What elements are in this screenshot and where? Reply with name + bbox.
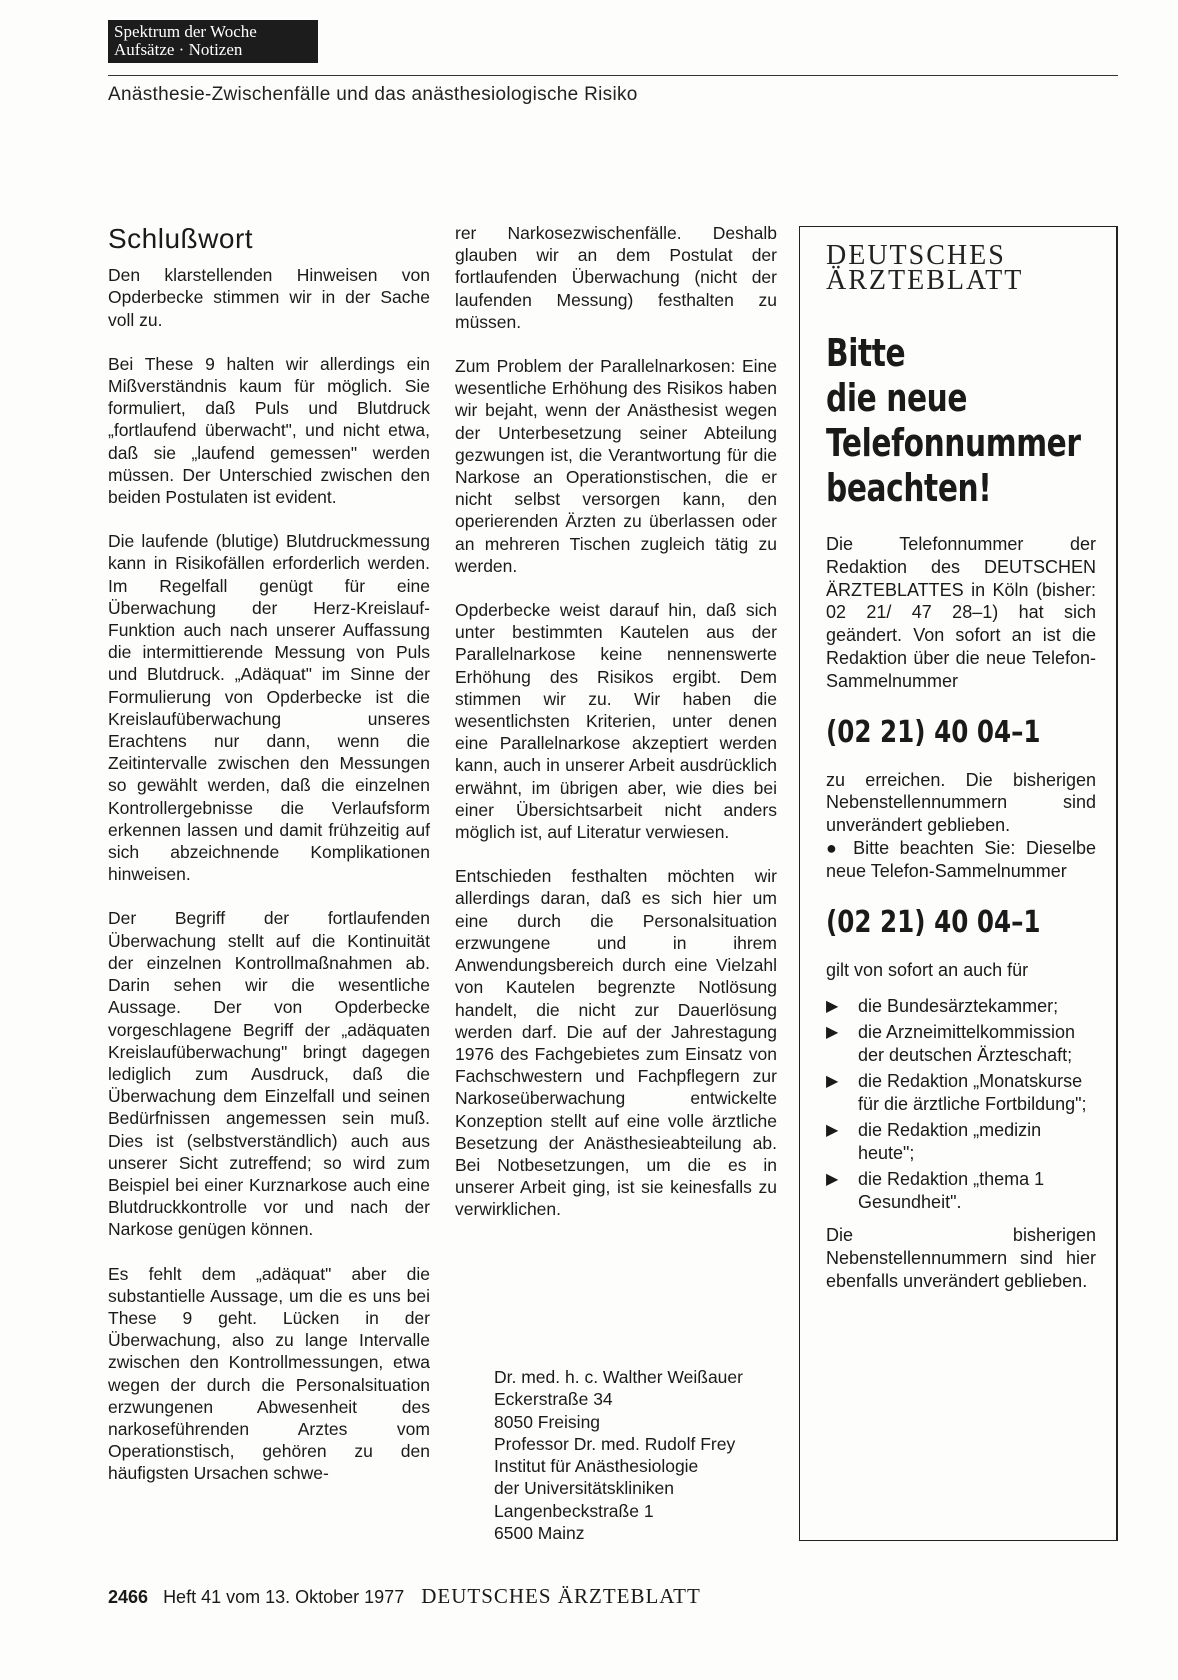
paragraph: Es fehlt dem „adäquat" aber die substantielle Aussage, um die es uns bei These 9 geht. Lücken in der Überwachung, also zu lange Intervalle zwischen den Kontrollmessungen, etwa wegen der durch die Personalsituation erzwungenen Abwesenheit des narkoseführenden Arztes vom Operationstisch, gehören zu den häufigsten Ursachen schwe- — [108, 1263, 430, 1484]
phone-number-2: (02 21) 40 04–1 — [826, 904, 1041, 940]
section-badge — [108, 20, 318, 63]
arrow-right-icon: ▶ — [826, 1024, 839, 1042]
notice-headline — [826, 331, 1081, 511]
article-column-1 — [108, 223, 430, 1507]
list-item: ▶ die Bundesärztekammer; — [826, 996, 1059, 1017]
badge-line-1: Spektrum der Woche — [114, 22, 257, 41]
address-line: Eckerstraße 34 — [494, 1389, 613, 1410]
page-number: 2466 — [108, 1587, 149, 1607]
paragraph: rer Narkosezwischenfälle. Deshalb glauben wir an dem Postulat der fortlaufenden Überwachung (nicht der laufenden Messung) festhalten zu müssen. — [455, 223, 777, 332]
notice-box-right-edge — [1116, 226, 1118, 1541]
masthead-line-1: DEUTSCHES — [826, 240, 1006, 271]
address-line: Professor Dr. med. Rudolf Frey — [494, 1433, 736, 1454]
page-header: Anästhesie-Zwischenfälle und das anästhesiologische Risiko — [108, 84, 638, 105]
paragraph: Den klarstellenden Hinweisen von Opderbecke stimmen wir in der Sache voll zu. — [108, 265, 430, 330]
arrow-right-icon: ▶ — [826, 1122, 839, 1140]
address-line: der Universitätskliniken — [494, 1478, 674, 1499]
notice-intro: Die Telefonnummer der Redaktion des DEUTSCHEN ÄRZTEBLATTES in Köln (bisher: 02 21/ 47 28–1) hat sich geändert. Von sofort an ist die Redaktion über die neue Telefon-Sammelnummer — [826, 534, 1096, 691]
masthead-line-2: ÄRZTEBLATT — [826, 265, 1024, 296]
list-item: ▶ die Redaktion „Monatskurse für die ärztliche Fortbildung"; — [826, 1071, 1087, 1115]
paragraph: Der Begriff der fortlaufenden Überwachung stellt auf die Kontinuität der einzelnen Kontrollmaßnahmen ab. Darin sehen wir die wesentliche Aussage. Der von Opderbecke vorgeschlagene Begriff der „adäquaten Kreislaufüberwachung" bringt dagegen lediglich zum Ausdruck, daß die Überwachung dem Einzelfall und seinen Bedürfnissen angemessen sein muß. Dies ist (selbstverständlich) auch aus unserer Sicht zutreffend; so wird zum Beispiel bei einer Kurznarkose auch eine Blutdruckkontrolle vor und nach der Narkose genügen können. — [108, 908, 430, 1240]
notice-valid-text: gilt von sofort an auch für — [826, 959, 1029, 980]
headline-line: Telefonnummer — [826, 421, 1081, 465]
paragraph: Opderbecke weist darauf hin, daß sich unter bestimmten Kautelen aus der Parallelnarkose keine nennenswerte Erhöhung des Risikos ergibt. Dem stimmen wir zu. Wir haben die wesentlichsten Kriterien, unter denen eine Parallelnarkose akzeptiert werden kann, auch in unserer Arbeit ausdrücklich erwähnt, im übrigen aber, wie dies bei einer Übersichtsarbeit nicht anders möglich ist, auf Literatur verwiesen. — [455, 600, 777, 843]
notice-box — [799, 226, 1118, 1541]
article-heading: Schlußwort — [108, 223, 254, 254]
headline-line: Bitte — [826, 331, 906, 375]
header-rule — [108, 75, 1118, 76]
paragraph: Zum Problem der Parallelnarkosen: Eine wesentliche Erhöhung des Risikos haben wir bejaht, wenn der Anästhesist wegen der Unterbesetzung seiner Abteilung gezwungen ist, die Verantwortung für die Narkose an Operationstischen, die er nicht selbst versorgen kann, den operierenden Ärzten zu überlassen oder an mehreren Tischen zugleich tätig zu werden. — [455, 356, 777, 576]
paragraph: Bei These 9 halten wir allerdings ein Mißverständnis kaum für möglich. Sie formuliert, daß Puls und Blutdruck „fortlaufend überwacht", und nicht etwa, daß sie „laufend gemessen" werden müssen. Der Unterschied zwischen den beiden Postulaten ist evident. — [108, 353, 430, 508]
paragraph: Entschieden festhalten möchten wir allerdings daran, daß es sich hier um eine durch die Personalsituation erzwungene und in ihrem Anwendungsbereich durch eine Vielzahl von Kautelen begrenzte Notlösung handelt, die nicht zur Dauerlösung werden darf. Die auf der Jahrestagung 1976 des Fachgebietes zum Einsatz von Fachschwestern und Fachpflegern zur Narkoseüberwachung entwickelte Konzeption stellt auf eine volle ärztliche Besetzung der Anästhesieabteilung ab. Bei Notbesetzungen, um die es in unserer Arbeit ging, ist sie keinesfalls zu verwirklichen. — [455, 866, 777, 1220]
recipient-list — [826, 995, 1096, 1214]
magazine-name: DEUTSCHES ÄRZTEBLATT — [421, 1584, 701, 1608]
arrow-right-icon: ▶ — [826, 1073, 839, 1091]
phone-number-1: (02 21) 40 04–1 — [826, 714, 1041, 750]
list-item: ▶ die Redaktion „thema 1 Gesundheit". — [826, 1169, 1045, 1213]
headline-line: die neue — [826, 376, 968, 420]
paragraph: Die laufende (blutige) Blutdruckmessung kann in Risikofällen erforderlich werden. Im Regelfall genügt für eine Überwachung der Herz-Kreislauf-Funktion auch nach unserer Auffassung die intermittierende Messung von Puls und Blutdruck. „Adäquat" im Sinne der Formulierung von Opderbecke ist die Kreislaufüberwachung unseres Erachtens nur dann, wenn die Zeitintervalle zwischen den Messungen so gewählt werden, daß die einzelnen Kontrollergebnisse die Verlaufsform erkennen lassen und damit frühzeitig auf sich abzeichnende Komplikationen hinweisen. — [108, 531, 430, 885]
arrow-right-icon: ▶ — [826, 998, 839, 1016]
list-item: ▶ die Redaktion „medizin heute"; — [826, 1120, 1042, 1164]
author-address — [494, 1366, 804, 1544]
badge-line-2: Aufsätze · Notizen — [114, 40, 243, 59]
page-footer — [108, 1584, 701, 1609]
arrow-right-icon: ▶ — [826, 1171, 839, 1189]
address-line: Institut für Anästhesiologie — [494, 1456, 699, 1477]
address-line: Dr. med. h. c. Walther Weißauer — [494, 1367, 743, 1387]
address-line: Langenbeckstraße 1 — [494, 1500, 654, 1521]
address-line: 8050 Freising — [494, 1411, 601, 1432]
notice-bullet-note: ● Bitte beachten Sie: Dieselbe neue Telefon-Sammelnummer — [826, 837, 1096, 881]
address-line: 6500 Mainz — [494, 1523, 585, 1544]
notice-reach-text: zu erreichen. Die bisherigen Nebenstellennummern sind unverändert geblieben. — [826, 769, 1096, 836]
notice-masthead — [826, 240, 1096, 296]
article-column-2 — [455, 222, 777, 1243]
headline-line: beachten! — [826, 466, 992, 510]
issue-info: Heft 41 vom 13. Oktober 1977 — [163, 1587, 405, 1607]
list-item: ▶ die Arzneimittelkommission der deutschen Ärzteschaft; — [826, 1022, 1076, 1066]
notice-closing: Die bisherigen Nebenstellennummern sind hier ebenfalls unverändert geblieben. — [826, 1225, 1096, 1291]
